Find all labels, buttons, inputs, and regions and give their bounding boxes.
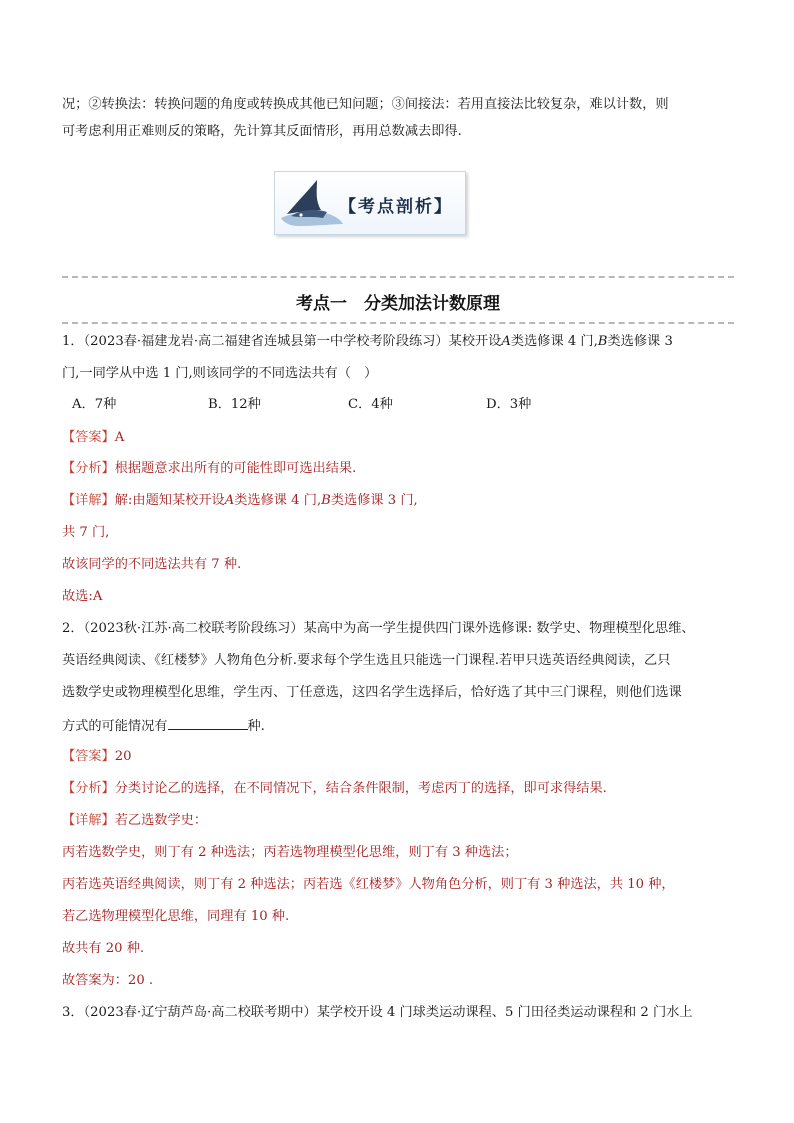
q2-detail: 【详解】若乙选数学史： bbox=[62, 813, 208, 828]
q1-detail: 【详解】解:由题知某校开设A类选修课 4 门,B类选修课 3 门, bbox=[62, 493, 418, 508]
q2-stem-line-3: 选数学史或物理模型化思维，学生丙、丁任意选，这四名学生选择后，恰好选了其中三门课程，则他们选课 bbox=[62, 685, 682, 700]
section-banner bbox=[274, 171, 466, 235]
q1-analysis: 【分析】根据题意求出所有的可能性即可选出结果. bbox=[62, 461, 357, 476]
q2-analysis: 【分析】分类讨论乙的选择，在不同情况下，结合条件限制，考虑丙丁的选择，即可求得结果. bbox=[62, 781, 607, 796]
q2-detail-3: 若乙选物理模型化思维，同理有 10 种. bbox=[62, 909, 290, 924]
q1-option-b: B．12种 bbox=[208, 397, 261, 412]
q1-detail-final: 故选:A bbox=[62, 589, 103, 604]
q1-option-a: A．7种 bbox=[72, 397, 117, 412]
q2-detail-2: 丙若选英语经典阅读，则丁有 2 种选法；丙若选《红楼梦》人物角色分析，则丁有 3 种选法，共 10 种， bbox=[62, 877, 675, 892]
q3-stem-line-1: 3．（2023春·辽宁葫芦岛·高二校联考期中）某学校开设 4 门球类运动课程、5 门田径类运动课程和 2 门水上 bbox=[62, 1005, 693, 1020]
intro-line-2: 可考虑利用正难则反的策略，先计算其反面情形，再用总数减去即得. bbox=[62, 124, 462, 139]
q1-option-d: D．3种 bbox=[486, 397, 532, 412]
answer-blank bbox=[168, 715, 248, 730]
q2-stem-line-2: 英语经典阅读、《红楼梦》人物角色分析.要求每个学生选且只能选一门课程.若甲只选英语经典阅读，乙只 bbox=[62, 653, 671, 668]
q2-detail-1: 丙若选数学史，则丁有 2 种选法；丙若选物理模型化思维，则丁有 3 种选法； bbox=[62, 845, 518, 860]
divider-top bbox=[62, 276, 734, 278]
q1-detail-total: 共 7 门, bbox=[62, 525, 110, 540]
q2-detail-4: 故共有 20 种. bbox=[62, 941, 145, 956]
intro-line-1: 况；②转换法：转换问题的角度或转换成其他已知问题；③间接法：若用直接法比较复杂，难以计数，则 bbox=[62, 97, 669, 112]
q1-stem-line-1: 1．（2023春·福建龙岩·高二福建省连城县第一中学校考阶段练习）某校开设A类选修课 4 门,B类选修课 3 bbox=[62, 334, 673, 349]
swordfish-icon bbox=[277, 174, 347, 232]
q1-detail-conclusion: 故该同学的不同选法共有 7 种. bbox=[62, 557, 242, 572]
q2-stem-line-4: 方式的可能情况有 种. bbox=[62, 715, 734, 737]
q2-stem-line-1: 2．（2023秋·江苏·高二校联考阶段练习）某高中为高一学生提供四门课外选修课: 数学史、物理模型化思维、 bbox=[62, 621, 695, 636]
q1-stem-line-2: 门,一同学从中选 1 门,则该同学的不同选法共有（ ） bbox=[62, 366, 378, 381]
banner-title: 【考点剖析】 bbox=[339, 197, 453, 217]
section-title: 考点一 分类加法计数原理 bbox=[296, 294, 500, 314]
q1-answer: 【答案】A bbox=[62, 430, 125, 445]
q2-answer: 【答案】20 bbox=[62, 749, 132, 764]
q1-option-c: C．4种 bbox=[348, 397, 393, 412]
divider-bottom bbox=[62, 322, 734, 324]
q2-detail-5: 故答案为：20 . bbox=[62, 973, 154, 988]
